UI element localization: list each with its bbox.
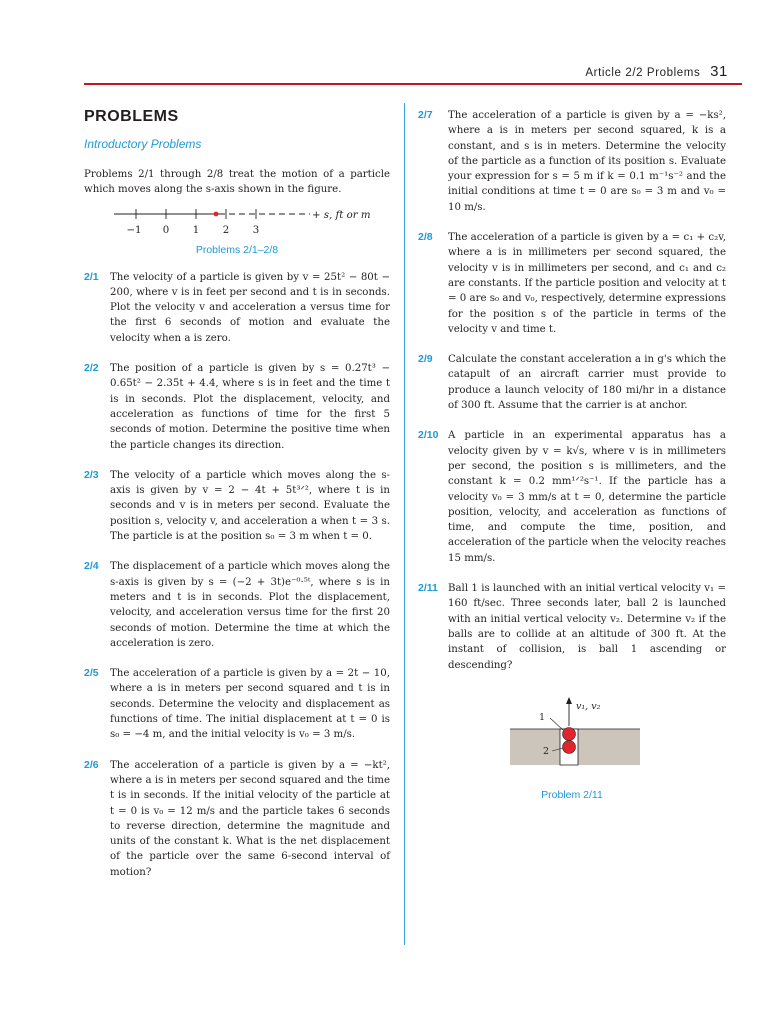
number-line-graphic	[84, 200, 390, 240]
problem-number: 2/8	[418, 231, 433, 244]
problem-number: 2/1	[84, 270, 99, 283]
problem-2-11	[418, 581, 726, 673]
problem-2-2	[84, 361, 390, 453]
tick-label: 3	[252, 224, 260, 236]
problem-number: 2/3	[84, 468, 99, 481]
left-column	[84, 108, 390, 880]
figure-2-11-graphic	[418, 697, 726, 777]
problem-text: The acceleration of a particle is given by a = −ks², where a is in meters per second squared, k is a constant, and s is in meters. Determine the velocity of the particle as a function of its position s. Evaluate your expression for s = 5 m if k = 0.1 m⁻¹s⁻² and the initial conditions at time t = 0 are s₀ = 3 m and v₀ = 10 m/s.	[448, 110, 726, 213]
tick-label: −1	[126, 224, 142, 236]
problem-text: The acceleration of a particle is given by a = 2t − 10, where a is in meters per second squared and t is in seconds. Determine the velocity and displacement as functions of time. The initial displacement at t = 0 is s₀ = −4 m, and the initial velocity is v₀ = 3 m/s.	[110, 668, 390, 741]
intro-paragraph: Problems 2/1 through 2/8 treat the motion of a particle which moves along the s-axis shown in the figure.	[84, 169, 390, 196]
problem-2-5	[84, 666, 390, 742]
header-rule	[84, 83, 742, 85]
problem-text: Ball 1 is launched with an initial vertical velocity v₁ = 160 ft/sec. Three seconds later, ball 2 is launched with an initial vertical velocity v₂. Determine v₂ if the balls are to collide at an altitude of 300 ft. At the instant of collision, is ball 1 ascending or descending?	[448, 583, 726, 671]
section-title: PROBLEMS	[84, 108, 179, 125]
problem-number: 2/9	[418, 353, 433, 366]
leader-line-ball1	[550, 718, 563, 730]
problem-2-8	[418, 230, 726, 337]
left-problem-list	[84, 270, 390, 880]
running-head	[585, 63, 728, 80]
problem-number: 2/4	[84, 560, 99, 573]
problem-2-1	[84, 270, 390, 346]
problem-2-4	[84, 559, 390, 651]
problem-2-10	[418, 428, 726, 566]
problem-text: The position of a particle is given by s = 0.27t³ − 0.65t² − 2.35t + 4.4, where s is in feet and the time t is in seconds. Plot the displacement, velocity, and acceleration as functions of time for the first 5 seconds of motion. Determine the positive time when the particle changes its direction.	[110, 363, 390, 451]
tick-label: 0	[162, 224, 170, 236]
problem-text: Calculate the constant acceleration a in g's which the catapult of an aircraft carrier must provide to produce a launch velocity of 180 mi/hr in a distance of 300 ft. Assume that the carrier is at anchor.	[448, 354, 726, 412]
number-line-figure	[84, 200, 390, 258]
label-ball-2: 2	[542, 745, 549, 757]
problem-number: 2/2	[84, 362, 99, 375]
ball-1	[563, 727, 576, 740]
problem-text: A particle in an experimental apparatus has a velocity given by v = k√s, where v is in millimeters per second, the position s is millimeters, and the constant k = 0.2 mm¹ᐟ²s⁻¹. If the particle has a velocity v₀ = 3 mm/s at t = 0, determine the particle position, velocity, and acceleration as functions of time, and compute the time, position, and acceleration of the particle when the velocity reaches 15 mm/s.	[448, 430, 726, 564]
number-line-caption: Problems 2/1–2/8	[195, 243, 279, 256]
problem-number: 2/7	[418, 109, 433, 121]
column-divider	[404, 103, 405, 945]
problem-number: 2/6	[84, 758, 99, 771]
problem-number: 2/11	[418, 582, 438, 595]
velocity-arrow-head	[566, 697, 572, 704]
tick-label: 2	[222, 224, 230, 236]
velocity-label: v₁, v₂	[576, 700, 601, 712]
problem-text: The displacement of a particle which moves along the s-axis is given by s = (−2 + 3t)e⁻⁰·⁵ᵗ, where s is in meters and t is in seconds. Plot the displacement, velocity, and acceleration versus time for the first 20 seconds of motion. Determine the time at which the acceleration is zero.	[110, 561, 390, 649]
particle-dot	[214, 211, 219, 216]
problem-number: 2/5	[84, 667, 99, 680]
problem-text: The velocity of a particle is given by v = 25t² − 80t − 200, where v is in feet per second and t is in seconds. Plot the velocity v and acceleration a versus time for the first 6 seconds of motion and evaluate the velocity when a is zero.	[110, 271, 390, 344]
problem-2-7	[418, 108, 726, 215]
tick-label: 1	[192, 224, 200, 236]
problem-text: The velocity of a particle which moves along the s-axis is given by v = 2 − 4t + 5t³ᐟ², where t is in seconds and v is in meters per second. Evaluate the position s, velocity v, and acceleration a when t = 3 s. The particle is at the position s₀ = 3 m when t = 0.	[110, 469, 390, 543]
subsection-title: Introductory Problems	[84, 137, 202, 151]
problem-2-6	[84, 758, 390, 880]
label-ball-1: 1	[538, 711, 545, 723]
right-column	[418, 108, 726, 801]
page-number: 31	[710, 63, 728, 80]
problem-2-9	[418, 352, 726, 413]
ball-2	[563, 740, 576, 753]
figure-2-11-caption: Problem 2/11	[541, 788, 603, 801]
problem-number: 2/10	[418, 429, 439, 442]
axis-label: + s, ft or m	[312, 209, 371, 221]
figure-2-11	[418, 697, 726, 801]
problem-text: The acceleration of a particle is given by a = −kt², where a is in meters per second squared and the time t is in seconds. If the initial velocity of the particle at t = 0 is v₀ = 12 m/s and the particle takes 6 seconds to reverse direction, determine the magnitude and units of the constant k. What is the net displacement of the particle over the same 6-second interval of motion?	[110, 759, 390, 878]
running-title: Article 2/2 Problems	[585, 67, 701, 79]
problem-2-3	[84, 468, 390, 544]
problem-text: The acceleration of a particle is given by a = c₁ + c₂v, where a is in millimeters per second squared, the velocity v is in millimeters per second, and c₁ and c₂ are constants. If the particle position and velocity at t = 0 are s₀ and v₀, respectively, determine expressions for the position s of the particle in terms of the velocity v and time t.	[448, 232, 726, 335]
